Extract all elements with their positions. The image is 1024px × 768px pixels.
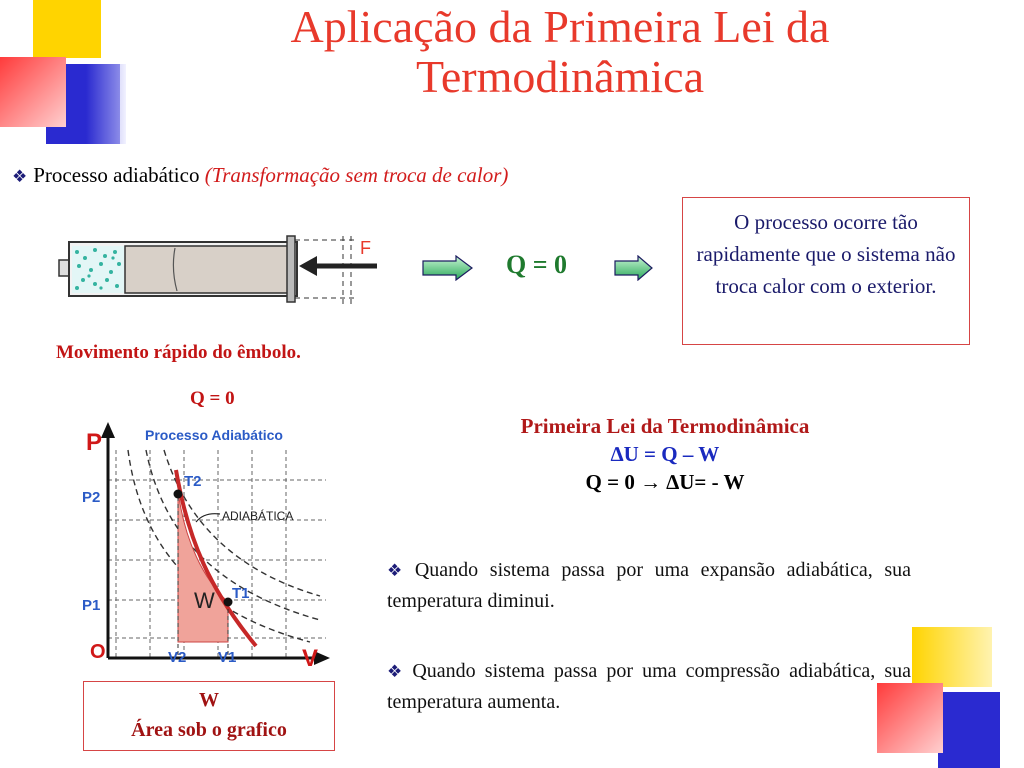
origin-label: O bbox=[90, 641, 106, 663]
page-title-line2: Termodinâmica bbox=[416, 51, 704, 102]
info-box: O processo ocorre tão rapidamente que o sistema não troca calor com o exterior. bbox=[682, 197, 970, 345]
pv-diagram bbox=[80, 420, 335, 675]
process-bullet bbox=[12, 163, 508, 188]
expansion-text: Quando sistema passa por uma expansão adiabática, sua temperatura diminui. bbox=[387, 559, 911, 612]
v-axis-label: V bbox=[302, 645, 319, 672]
arrow-right-icon bbox=[422, 255, 474, 281]
diamond-bullet-icon: ❖ bbox=[12, 167, 28, 186]
first-law-derivation: Q = 0 → ∆U= - W bbox=[585, 470, 745, 494]
v2-label: V2 bbox=[168, 649, 187, 666]
curve-label: ADIABÁTICA bbox=[222, 509, 294, 523]
p2-label: P2 bbox=[82, 489, 101, 506]
work-label: W bbox=[194, 588, 215, 613]
t2-label: T2 bbox=[184, 473, 202, 490]
decor-red-square-top bbox=[0, 57, 66, 127]
compression-statement bbox=[387, 656, 911, 717]
compression-text: Quando sistema passa por uma compressão adiabática, sua temperatura aumenta. bbox=[387, 660, 911, 713]
diamond-bullet-icon: ❖ bbox=[387, 561, 409, 580]
first-law-equation: ∆U = Q – W bbox=[610, 442, 720, 466]
expansion-statement bbox=[387, 555, 911, 616]
page-title-line1: Aplicação da Primeira Lei da bbox=[290, 1, 830, 52]
heat-equation: Q = 0 bbox=[506, 250, 568, 279]
decor-blue-square-bottom bbox=[938, 692, 1000, 768]
graph-title: Processo Adiabático bbox=[145, 427, 283, 443]
process-name: Processo adiabático bbox=[33, 163, 200, 187]
graph-heat-label: Q = 0 bbox=[190, 388, 235, 409]
process-description: (Transformação sem troca de calor) bbox=[204, 163, 509, 187]
force-label: F bbox=[360, 238, 371, 258]
v1-label: V1 bbox=[218, 649, 237, 666]
p1-label: P1 bbox=[82, 597, 101, 614]
decor-yellow-square-bottom bbox=[912, 627, 992, 687]
work-box bbox=[83, 681, 335, 751]
work-box-caption: Área sob o grafico bbox=[131, 719, 287, 741]
page-title bbox=[120, 2, 1000, 102]
arrow-right-icon bbox=[614, 255, 654, 281]
p-axis-label: P bbox=[86, 429, 103, 456]
t1-label: T1 bbox=[232, 585, 250, 602]
decor-yellow-square-top bbox=[33, 0, 101, 58]
first-law-block bbox=[420, 412, 910, 496]
syringe-illustration bbox=[55, 228, 385, 308]
movement-caption: Movimento rápido do êmbolo. bbox=[56, 342, 301, 363]
first-law-title: Primeira Lei da Termodinâmica bbox=[520, 414, 810, 438]
diamond-bullet-icon: ❖ bbox=[387, 662, 407, 681]
work-box-symbol: W bbox=[199, 689, 219, 711]
